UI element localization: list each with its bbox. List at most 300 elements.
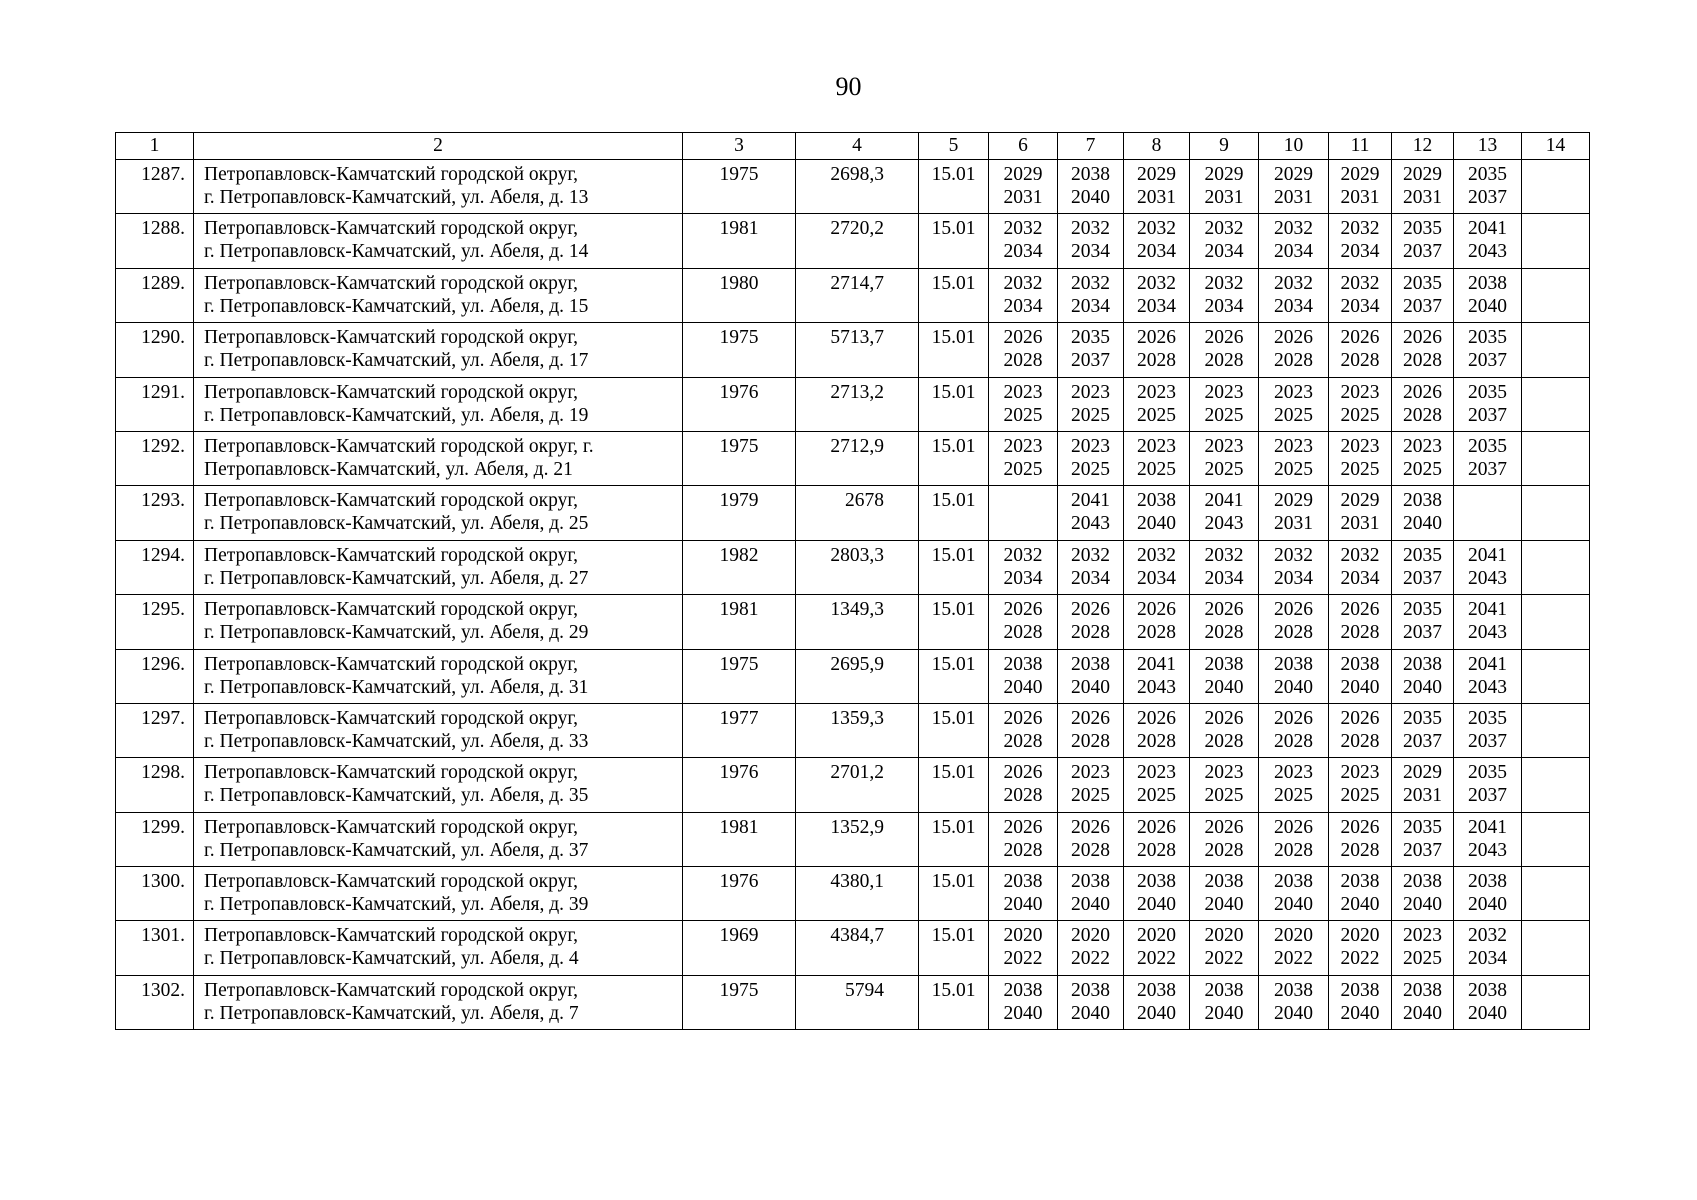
address-cell: [194, 649, 683, 703]
period-cell-line: 2028: [1003, 622, 1043, 644]
table-row: [116, 323, 1590, 377]
address-cell-line: Петропавловск-Камчатский городской округ,: [204, 871, 579, 893]
period-cell-line: 2028: [1071, 622, 1110, 644]
period-cell-line: 2038: [1003, 871, 1043, 893]
period-cell-line: 2038: [1340, 653, 1380, 675]
period-cell: [989, 540, 1058, 594]
code-cell: [919, 540, 989, 594]
table-row: [116, 921, 1590, 975]
period-cell-line: 2034: [1003, 241, 1043, 263]
period-cell-line: 2038: [1468, 871, 1507, 893]
period-cell-line: 2037: [1071, 350, 1110, 372]
period-cell-line: 2038: [1403, 871, 1442, 893]
period-cell-line: 2034: [1204, 567, 1244, 589]
period-cell: [1329, 214, 1392, 268]
period-cell-line: 2043: [1137, 676, 1176, 698]
code-cell-line: 15.01: [931, 762, 976, 784]
period-cell-line: 2032: [1340, 544, 1380, 566]
period-cell-line: 2025: [1274, 458, 1313, 480]
period-cell-line: 2040: [1468, 894, 1507, 916]
period-cell-line: 2032: [1071, 218, 1110, 240]
code-cell: [919, 649, 989, 703]
period-cell: [1329, 160, 1392, 214]
period-cell: [1392, 975, 1454, 1029]
period-cell-line: 2038: [1003, 979, 1043, 1001]
address-cell-line: г. Петропавловск-Камчатский, ул. Абеля, д. 7: [204, 1002, 579, 1024]
period-cell-line: 2040: [1137, 1002, 1176, 1024]
address-cell-line: г. Петропавловск-Камчатский, ул. Абеля, д. 4: [204, 948, 579, 970]
period-cell: [1454, 921, 1522, 975]
area-cell-line: 5794: [845, 979, 884, 1001]
period-cell-line: 2032: [1137, 218, 1176, 240]
column-header: 4: [796, 133, 919, 160]
period-cell-line: 2026: [1274, 816, 1313, 838]
period-cell-line: 2037: [1468, 404, 1507, 426]
period-cell-line: 2029: [1274, 490, 1313, 512]
area-cell: [796, 921, 919, 975]
period-cell-line: 2040: [1204, 1002, 1244, 1024]
area-cell-line: 5713,7: [830, 327, 884, 349]
period-cell-line: 2034: [1204, 241, 1244, 263]
year-built-cell: [683, 758, 796, 812]
period-cell-line: 2028: [1071, 839, 1110, 861]
period-cell-line: 2031: [1274, 513, 1313, 535]
column-header: 11: [1329, 133, 1392, 160]
period-cell: [1454, 214, 1522, 268]
period-cell-line: 2034: [1071, 241, 1110, 263]
area-cell-line: 2720,2: [830, 218, 884, 240]
period-cell: [1392, 160, 1454, 214]
period-cell: [989, 812, 1058, 866]
period-cell: [1058, 214, 1124, 268]
period-cell: [989, 703, 1058, 757]
code-cell-line: 15.01: [931, 164, 976, 185]
year-built-cell-line: 1976: [719, 762, 759, 784]
period-cell-line: 2038: [1204, 653, 1244, 675]
period-cell: [1522, 268, 1590, 322]
period-cell-line: 2040: [1274, 1002, 1313, 1024]
period-cell: [1124, 431, 1190, 485]
period-cell-line: 2032: [1137, 272, 1176, 294]
period-cell-line: 2022: [1204, 948, 1244, 970]
column-header: 13: [1454, 133, 1522, 160]
period-cell-line: 2035: [1403, 707, 1442, 729]
period-cell-line: 2023: [1204, 435, 1244, 457]
period-cell-line: 2032: [1340, 272, 1380, 294]
row-number-cell-line: 1287.: [141, 164, 185, 185]
year-built-cell: [683, 377, 796, 431]
year-built-cell-line: 1975: [719, 653, 759, 675]
period-cell-line: 2028: [1003, 730, 1043, 752]
column-header: 12: [1392, 133, 1454, 160]
period-cell: [1124, 758, 1190, 812]
period-cell: [1190, 268, 1259, 322]
period-cell-line: 2040: [1403, 894, 1442, 916]
header-row: [116, 133, 1590, 160]
address-cell: [194, 703, 683, 757]
period-cell-line: 2031: [1340, 513, 1380, 535]
period-cell-line: 2025: [1274, 785, 1313, 807]
period-cell-line: 2026: [1274, 327, 1313, 349]
address-cell: [194, 921, 683, 975]
period-cell-line: 2026: [1003, 707, 1043, 729]
period-cell-line: 2040: [1137, 894, 1176, 916]
period-cell-line: 2025: [1071, 458, 1110, 480]
period-cell-line: 2028: [1274, 350, 1313, 372]
area-cell-line: 1359,3: [830, 707, 884, 729]
address-cell-line: г. Петропавловск-Камчатский, ул. Абеля, д. 13: [204, 187, 589, 208]
period-cell-line: 2032: [1137, 544, 1176, 566]
address-cell-line: г. Петропавловск-Камчатский, ул. Абеля, д. 27: [204, 567, 589, 589]
period-cell: [1190, 323, 1259, 377]
period-cell-line: 2043: [1204, 513, 1244, 535]
period-cell: [1329, 921, 1392, 975]
period-cell-line: 2037: [1403, 567, 1442, 589]
period-cell-line: 2028: [1003, 785, 1043, 807]
period-cell: [1454, 540, 1522, 594]
row-number-cell: [116, 649, 194, 703]
row-number-cell-line: 1298.: [141, 762, 185, 784]
period-cell-line: 2035: [1468, 327, 1507, 349]
area-cell: [796, 160, 919, 214]
row-number-cell: [116, 812, 194, 866]
row-number-cell: [116, 486, 194, 540]
period-cell: [1259, 377, 1329, 431]
period-cell: [1259, 975, 1329, 1029]
period-cell-line: 2025: [1137, 458, 1176, 480]
period-cell: [1190, 921, 1259, 975]
period-cell: [1124, 486, 1190, 540]
area-cell-line: 2701,2: [830, 762, 884, 784]
period-cell: [1259, 649, 1329, 703]
table-row: [116, 703, 1590, 757]
period-cell-line: 2028: [1274, 839, 1313, 861]
period-cell-line: 2034: [1137, 241, 1176, 263]
row-number-cell: [116, 595, 194, 649]
period-cell: [1329, 649, 1392, 703]
code-cell-line: 15.01: [931, 381, 976, 403]
area-cell: [796, 812, 919, 866]
period-cell-line: 2043: [1468, 622, 1507, 644]
code-cell: [919, 214, 989, 268]
period-cell-line: 2023: [1204, 381, 1244, 403]
period-cell: [1190, 975, 1259, 1029]
period-cell: [1259, 812, 1329, 866]
period-cell-line: 2022: [1137, 948, 1176, 970]
period-cell: [989, 323, 1058, 377]
period-cell: [1392, 268, 1454, 322]
period-cell: [1058, 486, 1124, 540]
period-cell-line: 2023: [1071, 762, 1110, 784]
period-cell-line: 2034: [1274, 241, 1313, 263]
area-cell: [796, 867, 919, 921]
period-cell-line: 2022: [1003, 948, 1043, 970]
table-row: [116, 214, 1590, 268]
year-built-cell-line: 1981: [719, 816, 759, 838]
table-row: [116, 649, 1590, 703]
period-cell: [1522, 486, 1590, 540]
code-cell-line: 15.01: [931, 925, 976, 947]
period-cell-line: 2038: [1071, 979, 1110, 1001]
period-cell: [1392, 921, 1454, 975]
period-cell: [1522, 867, 1590, 921]
period-cell: [1124, 160, 1190, 214]
row-number-cell-line: 1291.: [141, 381, 185, 403]
address-cell: [194, 975, 683, 1029]
period-cell-line: 2034: [1071, 295, 1110, 317]
period-cell-line: 2038: [1340, 979, 1380, 1001]
period-cell-line: 2037: [1468, 785, 1507, 807]
period-cell: [1124, 595, 1190, 649]
column-header: 8: [1124, 133, 1190, 160]
period-cell: [1124, 812, 1190, 866]
period-cell: [1190, 486, 1259, 540]
period-cell: [1329, 268, 1392, 322]
period-cell: [1454, 160, 1522, 214]
table-row: [116, 812, 1590, 866]
period-cell: [1392, 323, 1454, 377]
period-cell-line: 2038: [1468, 272, 1507, 294]
period-cell: [1392, 595, 1454, 649]
code-cell: [919, 867, 989, 921]
area-cell-line: 1349,3: [830, 599, 884, 621]
year-built-cell: [683, 812, 796, 866]
period-cell: [989, 377, 1058, 431]
period-cell: [1190, 214, 1259, 268]
period-cell: [1392, 214, 1454, 268]
address-cell-line: Петропавловск-Камчатский городской округ,: [204, 490, 579, 512]
period-cell: [1259, 540, 1329, 594]
period-cell-line: 2026: [1071, 707, 1110, 729]
area-cell: [796, 377, 919, 431]
code-cell-line: 15.01: [931, 218, 976, 240]
period-cell: [1259, 703, 1329, 757]
column-header: 1: [116, 133, 194, 160]
row-number-cell-line: 1300.: [141, 871, 185, 893]
period-cell-line: 2041: [1468, 816, 1507, 838]
period-cell-line: 2026: [1137, 816, 1176, 838]
period-cell: [1329, 867, 1392, 921]
year-built-cell: [683, 921, 796, 975]
period-cell: [1058, 540, 1124, 594]
table-row: [116, 377, 1590, 431]
row-number-cell-line: 1289.: [141, 272, 185, 294]
period-cell: [989, 649, 1058, 703]
row-number-cell-line: 1297.: [141, 707, 185, 729]
address-cell: [194, 758, 683, 812]
period-cell-line: 2029: [1403, 164, 1442, 185]
period-cell-line: 2028: [1137, 622, 1176, 644]
period-cell-line: 2028: [1274, 730, 1313, 752]
area-cell: [796, 649, 919, 703]
code-cell-line: 15.01: [931, 653, 976, 675]
period-cell-line: 2028: [1274, 622, 1313, 644]
year-built-cell: [683, 649, 796, 703]
period-cell-line: 2028: [1137, 350, 1176, 372]
table-body: [116, 160, 1590, 1030]
period-cell-line: 2032: [1468, 925, 1507, 947]
address-cell: [194, 867, 683, 921]
table-row: [116, 595, 1590, 649]
period-cell-line: 2026: [1340, 816, 1380, 838]
year-built-cell-line: 1975: [719, 164, 759, 185]
year-built-cell-line: 1980: [719, 272, 759, 294]
address-cell-line: Петропавловск-Камчатский городской округ,: [204, 381, 579, 403]
period-cell-line: 2037: [1403, 730, 1442, 752]
period-cell: [1190, 160, 1259, 214]
row-number-cell-line: 1295.: [141, 599, 185, 621]
code-cell: [919, 975, 989, 1029]
code-cell: [919, 268, 989, 322]
period-cell-line: 2028: [1340, 730, 1380, 752]
code-cell-line: 15.01: [931, 327, 976, 349]
period-cell: [1124, 921, 1190, 975]
row-number-cell-line: 1299.: [141, 816, 185, 838]
period-cell: [1259, 758, 1329, 812]
period-cell: [1329, 595, 1392, 649]
period-cell-line: 2026: [1071, 816, 1110, 838]
period-cell-line: 2032: [1204, 544, 1244, 566]
period-cell-line: 2023: [1274, 762, 1313, 784]
code-cell-line: 15.01: [931, 979, 976, 1001]
address-cell-line: г. Петропавловск-Камчатский, ул. Абеля, д. 31: [204, 676, 589, 698]
period-cell-line: 2022: [1071, 948, 1110, 970]
period-cell: [1522, 921, 1590, 975]
period-cell-line: 2032: [1204, 272, 1244, 294]
period-cell-line: 2035: [1403, 816, 1442, 838]
address-cell: [194, 431, 683, 485]
period-cell: [1058, 377, 1124, 431]
code-cell-line: 15.01: [931, 816, 976, 838]
period-cell-line: 2037: [1468, 730, 1507, 752]
period-cell-line: 2026: [1274, 707, 1313, 729]
period-cell-line: 2034: [1274, 295, 1313, 317]
period-cell-line: 2025: [1137, 785, 1176, 807]
period-cell-line: 2038: [1274, 653, 1313, 675]
period-cell-line: 2020: [1340, 925, 1380, 947]
period-cell-line: 2023: [1003, 435, 1043, 457]
period-cell-line: 2025: [1340, 785, 1380, 807]
row-number-cell: [116, 214, 194, 268]
period-cell-line: 2043: [1468, 676, 1507, 698]
period-cell: [1392, 486, 1454, 540]
column-header: 2: [194, 133, 683, 160]
address-cell: [194, 595, 683, 649]
address-cell-line: Петропавловск-Камчатский городской округ,: [204, 653, 579, 675]
period-cell: [1058, 867, 1124, 921]
period-cell-line: 2025: [1274, 404, 1313, 426]
period-cell: [1454, 649, 1522, 703]
period-cell-line: 2023: [1137, 762, 1176, 784]
address-cell-line: Петропавловск-Камчатский городской округ,: [204, 544, 579, 566]
area-cell: [796, 540, 919, 594]
period-cell: [1058, 975, 1124, 1029]
period-cell: [1454, 486, 1522, 540]
column-header: 9: [1190, 133, 1259, 160]
period-cell: [1259, 921, 1329, 975]
period-cell-line: 2032: [1204, 218, 1244, 240]
period-cell: [1522, 377, 1590, 431]
period-cell-line: 2029: [1274, 164, 1313, 185]
period-cell-line: 2038: [1137, 979, 1176, 1001]
address-cell: [194, 540, 683, 594]
period-cell-line: 2028: [1204, 839, 1244, 861]
period-cell: [1454, 377, 1522, 431]
year-built-cell: [683, 975, 796, 1029]
address-cell-line: г. Петропавловск-Камчатский, ул. Абеля, д. 35: [204, 785, 589, 807]
period-cell: [1392, 649, 1454, 703]
year-built-cell: [683, 214, 796, 268]
address-cell-line: Петропавловск-Камчатский городской округ,: [204, 707, 579, 729]
period-cell: [1522, 160, 1590, 214]
table-row: [116, 486, 1590, 540]
year-built-cell-line: 1981: [719, 218, 759, 240]
period-cell-line: 2031: [1340, 187, 1380, 208]
year-built-cell-line: 1975: [719, 979, 759, 1001]
period-cell-line: 2034: [1071, 567, 1110, 589]
period-cell: [1058, 921, 1124, 975]
area-cell: [796, 268, 919, 322]
period-cell-line: 2020: [1204, 925, 1244, 947]
period-cell: [1190, 703, 1259, 757]
row-number-cell: [116, 540, 194, 594]
area-cell: [796, 486, 919, 540]
period-cell-line: 2040: [1003, 676, 1043, 698]
period-cell-line: 2040: [1468, 1002, 1507, 1024]
address-cell-line: г. Петропавловск-Камчатский, ул. Абеля, д. 25: [204, 513, 589, 535]
code-cell-line: 15.01: [931, 599, 976, 621]
period-cell-line: 2034: [1340, 567, 1380, 589]
period-cell-line: 2038: [1274, 979, 1313, 1001]
area-cell-line: 2678: [845, 490, 884, 512]
period-cell-line: 2040: [1071, 187, 1110, 208]
period-cell-line: 2026: [1137, 327, 1176, 349]
period-cell: [1190, 595, 1259, 649]
period-cell: [1259, 268, 1329, 322]
table-row: [116, 431, 1590, 485]
year-built-cell: [683, 867, 796, 921]
period-cell-line: 2035: [1403, 272, 1442, 294]
period-cell-line: 2041: [1468, 544, 1507, 566]
period-cell: [1522, 649, 1590, 703]
period-cell-line: 2028: [1137, 730, 1176, 752]
period-cell: [1124, 323, 1190, 377]
table-row: [116, 975, 1590, 1029]
period-cell-line: 2025: [1137, 404, 1176, 426]
period-cell: [1058, 649, 1124, 703]
period-cell-line: 2023: [1137, 381, 1176, 403]
year-built-cell: [683, 323, 796, 377]
period-cell: [989, 486, 1058, 540]
period-cell: [1522, 431, 1590, 485]
period-cell: [1259, 160, 1329, 214]
period-cell: [1329, 377, 1392, 431]
period-cell-line: 2041: [1204, 490, 1244, 512]
period-cell-line: 2025: [1403, 948, 1442, 970]
period-cell: [1522, 975, 1590, 1029]
period-cell-line: 2020: [1071, 925, 1110, 947]
period-cell-line: 2043: [1468, 241, 1507, 263]
address-cell: [194, 323, 683, 377]
year-built-cell-line: 1981: [719, 599, 759, 621]
row-number-cell: [116, 758, 194, 812]
period-cell-line: 2041: [1468, 218, 1507, 240]
period-cell-line: 2040: [1403, 676, 1442, 698]
period-cell: [989, 268, 1058, 322]
period-cell-line: 2031: [1274, 187, 1313, 208]
period-cell-line: 2035: [1468, 762, 1507, 784]
period-cell: [1522, 703, 1590, 757]
